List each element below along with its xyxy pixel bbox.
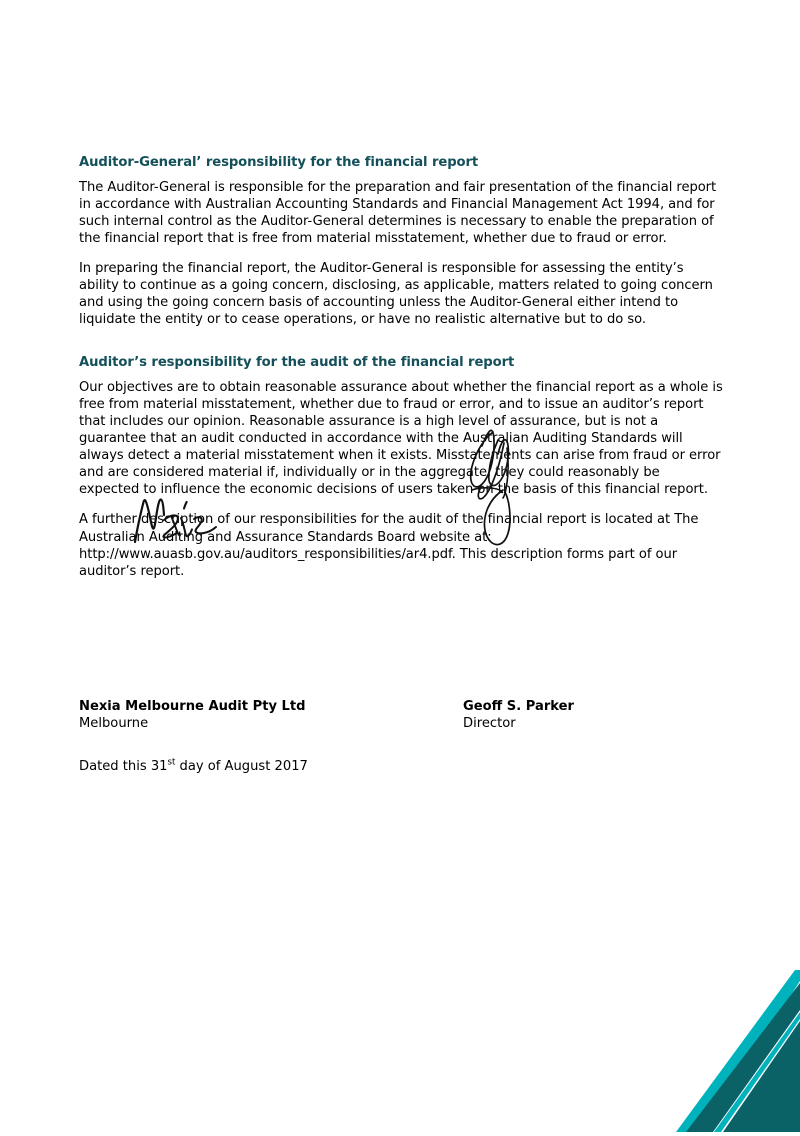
section-heading-auditors-responsibility-for-audit: Auditor’s responsibility for the audit of the financial report bbox=[79, 355, 515, 371]
signer-firm-location: Melbourne bbox=[79, 716, 149, 731]
nexia-handwritten-signature bbox=[127, 486, 227, 552]
dated-line bbox=[79, 758, 308, 775]
signer-firm-name: Nexia Melbourne Audit Pty Ltd bbox=[79, 699, 306, 714]
signature-block bbox=[79, 560, 723, 740]
signer-person-role: Director bbox=[463, 716, 516, 731]
paragraph-auditor-general-preparation: The Auditor-General is responsible for the preparation and fair presentation of the financial report in accordance with Australian Accounting Standards and Financial Management Act 1994, and for such internal control as the Auditor-General determines is necessary to enable the preparation of the financial report that is free from material misstatement, whether due to fraud or error. bbox=[79, 179, 717, 246]
paragraph-going-concern: In preparing the financial report, the Auditor-General is responsible for assessing the entity’s ability to continue as a going concern, disclosing, as applicable, matters related to going concern and using the going concern basis of accounting unless the Auditor-General either intend to liquidate the entity or to cease operations, or have no realistic alternative but to do so. bbox=[79, 260, 713, 328]
section-heading-auditor-general-responsibility: Auditor-General’ responsibility for the financial report bbox=[79, 155, 479, 170]
diagonal-stripes-decoration bbox=[620, 957, 800, 1132]
paragraph-objectives-reasonable-assurance: Our objectives are to obtain reasonable assurance about whether the financial report as a whole is free from material misstatement, whether due to fraud or error, and to issue an auditor’s report that includes our opinion. Reasonable assurance is a high level of assurance, but is not a guarantee that an audit conducted in accordance with the Australian Auditing Standards will always detect a material misstatement when it exists. Misstatements can arise from fraud or error and are considered material if, individually or in the aggregate, they could reasonably be expected to influence the economic decisions of users taken on the basis of this financial report. bbox=[79, 379, 723, 498]
signature-names-right bbox=[463, 698, 783, 732]
signature-names-left bbox=[79, 698, 399, 732]
geoff-parker-handwritten-signature bbox=[463, 418, 541, 554]
dated-ordinal-suffix: st bbox=[167, 757, 176, 768]
signer-person-name: Geoff S. Parker bbox=[463, 699, 574, 714]
paragraph-further-description-auasb: A further description of our responsibilities for the audit of the financial report is located at The Australian Auditing and Assurance Standards Board website at: http://www.auasb.gov.au/auditors_responsibilities/ar4.pdf. This description forms part of our auditor’s report. bbox=[79, 512, 699, 579]
dated-suffix: day of August 2017 bbox=[175, 759, 308, 774]
dated-prefix: Dated this 31 bbox=[79, 759, 168, 774]
